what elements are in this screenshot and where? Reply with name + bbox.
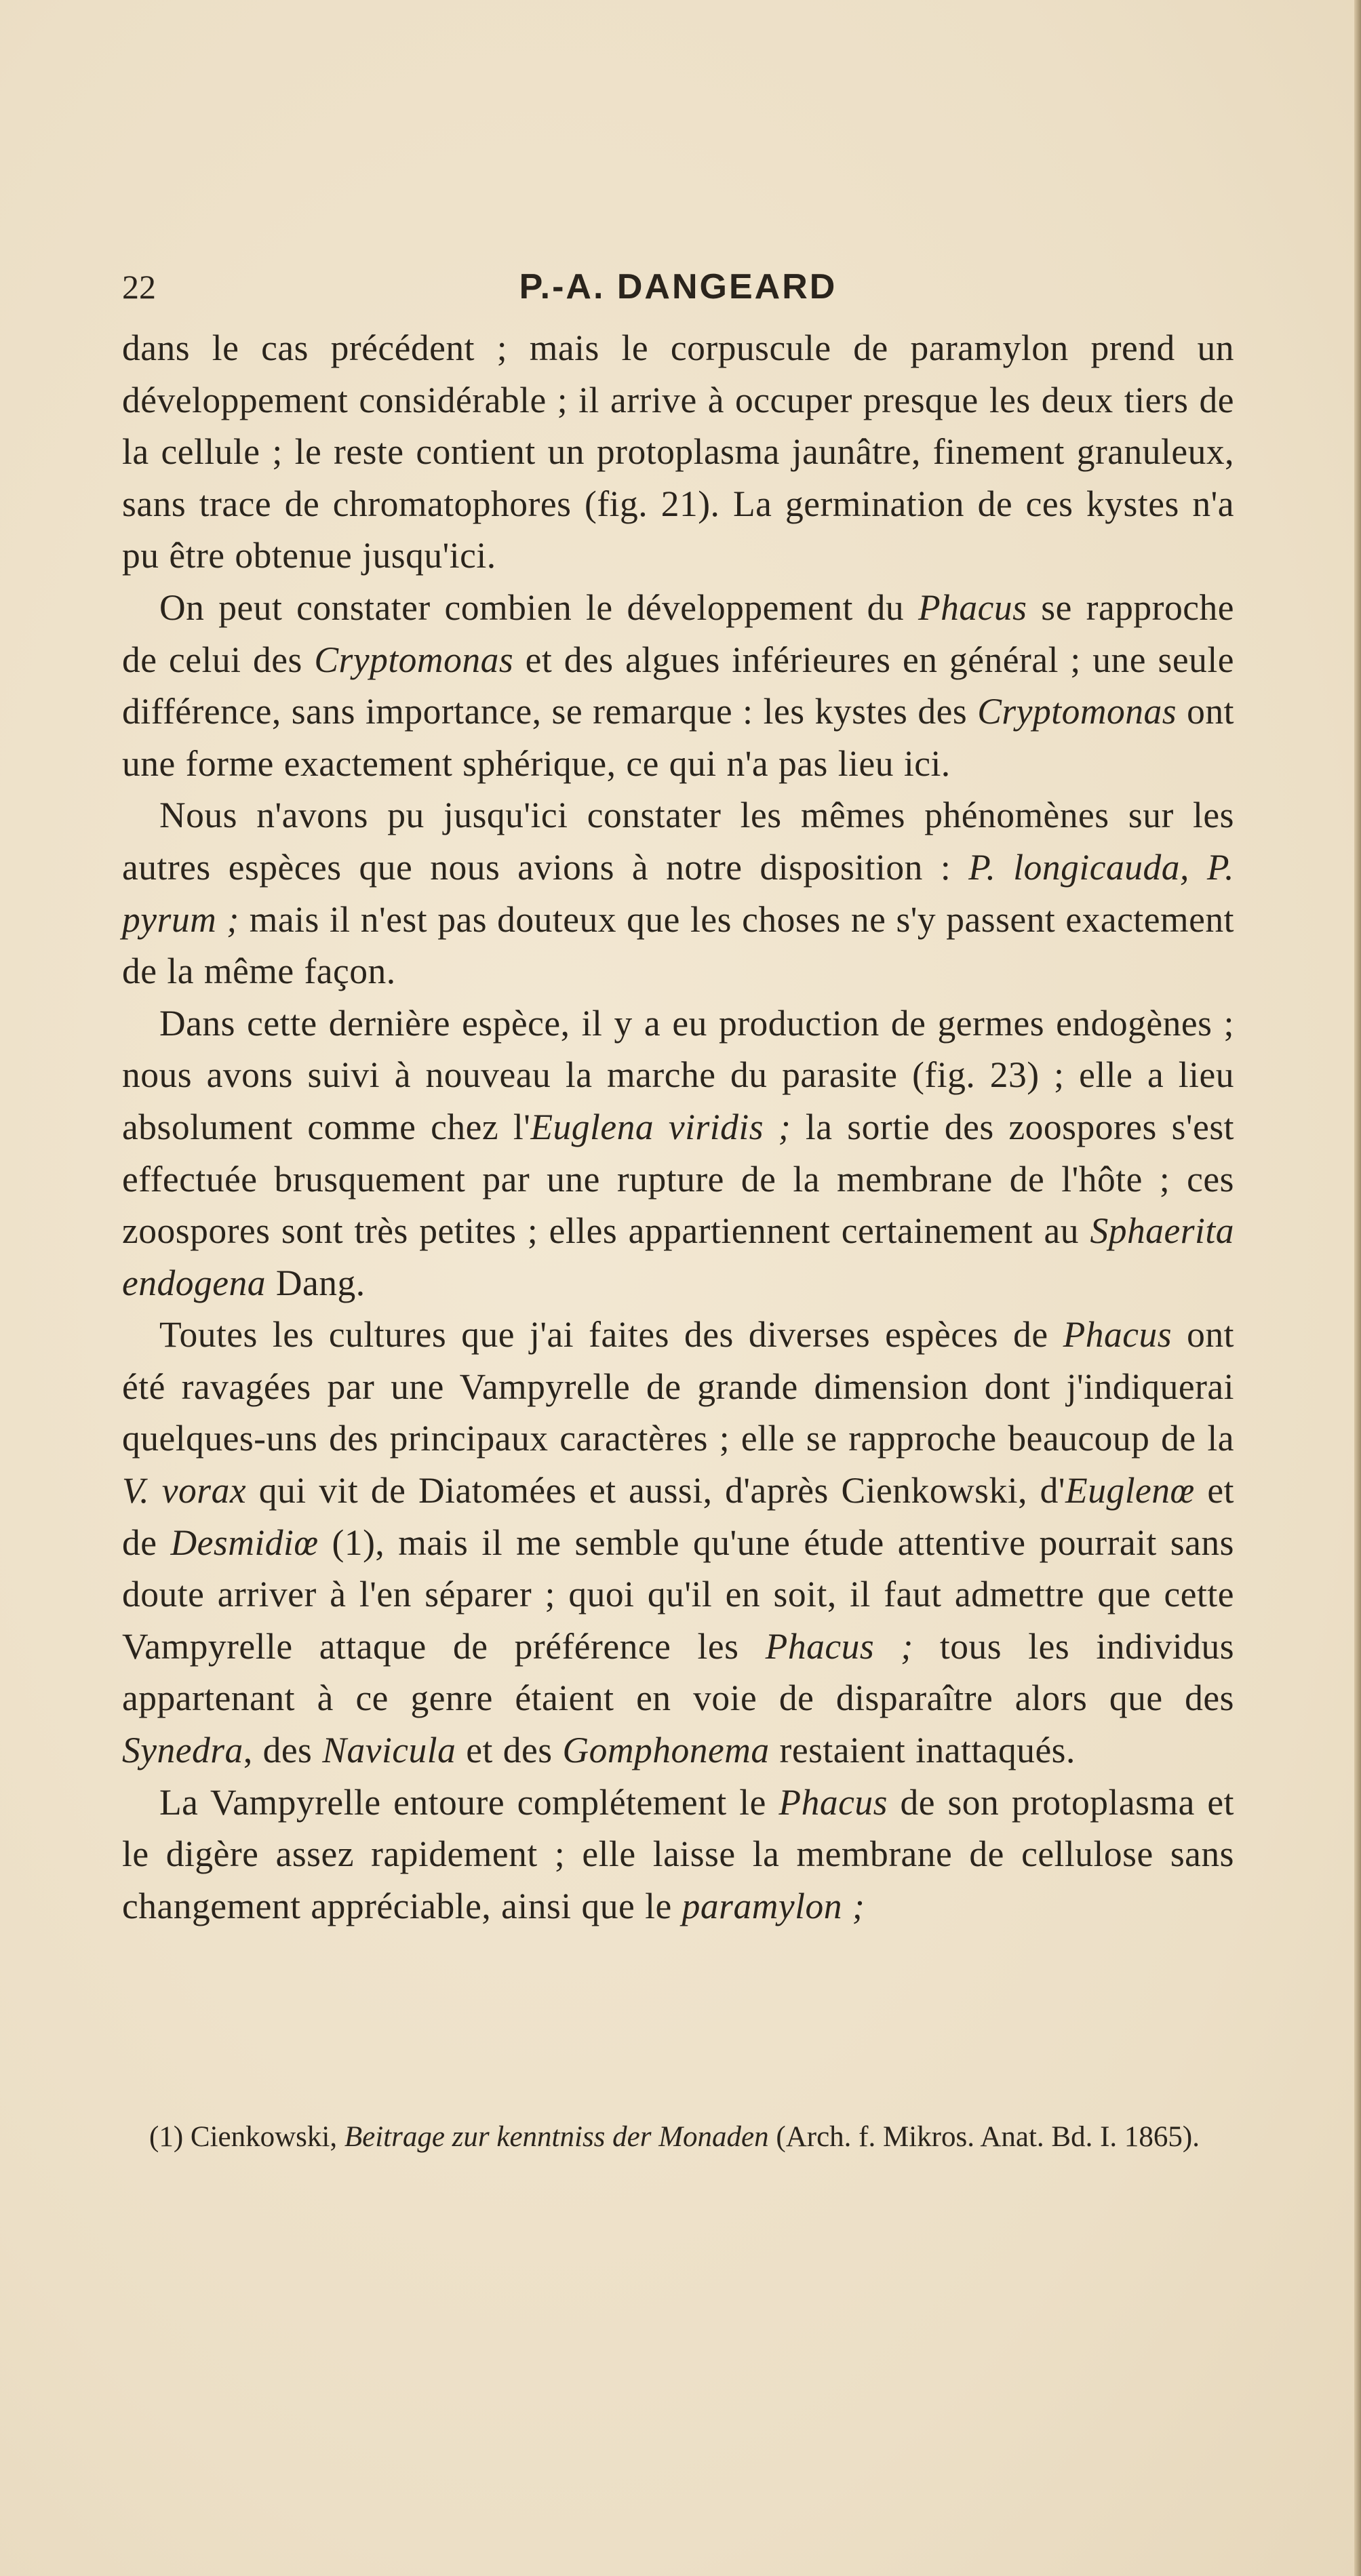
text-run: ont été ravagées par une Vampyrelle de grande dimension dont j'indiquerai quelques-uns des principaux caractères ; elle se rapproche beaucoup de la bbox=[122, 1314, 1234, 1459]
paragraph bbox=[122, 789, 1234, 997]
text-run: La Vampyrelle entoure complétement le bbox=[159, 1781, 779, 1823]
body-text bbox=[122, 322, 1234, 1932]
italic-text: Navicula bbox=[322, 1730, 456, 1771]
italic-text: Cryptomonas bbox=[977, 691, 1177, 732]
italic-text: Beitrage zur kenntniss der Monaden bbox=[344, 2121, 769, 2153]
text-run: se rapproche de celui des bbox=[122, 587, 1234, 680]
italic-text: Euglena viridis ; bbox=[530, 1106, 791, 1147]
italic-text: Sphaerita endogena bbox=[122, 1210, 1234, 1303]
page-header bbox=[122, 263, 1234, 311]
paragraph bbox=[122, 997, 1234, 1309]
page-number: 22 bbox=[122, 268, 156, 306]
text-run: On peut constater combien le développement du bbox=[159, 587, 918, 628]
text-run: ont une forme exactement sphérique, ce qui n'a pas lieu ici. bbox=[122, 691, 1234, 784]
footnote bbox=[122, 2121, 1234, 2154]
text-run: , des bbox=[243, 1730, 323, 1771]
italic-text: Phacus bbox=[778, 1781, 888, 1823]
italic-text: Euglenœ bbox=[1065, 1470, 1195, 1511]
italic-text: paramylon ; bbox=[682, 1885, 865, 1926]
text-run: de son protoplasma et le digère assez rapidement ; elle laisse la membrane de cellulose sans changement appréciable, ainsi que le bbox=[122, 1781, 1234, 1926]
text-run: la sortie des zoospores s'est effectuée brusquement par une rupture de la membrane de l'hôte ; ces zoospores sont très petites ; elles appartiennent certainement au bbox=[122, 1106, 1234, 1252]
page-edge bbox=[1354, 0, 1361, 2576]
text-run: Dang. bbox=[266, 1262, 366, 1303]
italic-text: Phacus bbox=[1063, 1314, 1172, 1355]
italic-text: Synedra bbox=[122, 1730, 243, 1771]
italic-text: Gomphonema bbox=[562, 1730, 770, 1771]
text-run: (1), mais il me semble qu'une étude attentive pourrait sans doute arriver à l'en séparer ; quoi qu'il en soit, il faut admettre que cette Vampyrelle attaque de préférence les bbox=[122, 1522, 1234, 1667]
italic-text: Phacus ; bbox=[765, 1625, 913, 1667]
italic-text: V. vorax bbox=[122, 1470, 247, 1511]
paragraph bbox=[122, 1309, 1234, 1776]
italic-text: Phacus bbox=[918, 587, 1027, 628]
text-run: et des algues inférieures en général ; une seule différence, sans importance, se remarque : les kystes des bbox=[122, 639, 1234, 732]
text-run: Nous n'avons pu jusqu'ici constater les mêmes phénomènes sur les autres espèces que nous avions à notre disposition : bbox=[122, 795, 1234, 888]
text-run: dans le cas précédent ; mais le corpuscule de paramylon prend un développement considérable ; il arrive à occuper presque les deux tiers de la cellule ; le reste contient un protoplasma jaunâtre, finement granuleux, sans trace de chromatophores (fig. 21). La germination de ces kystes n'a pu être obtenue jusqu'ici. bbox=[122, 328, 1234, 576]
text-run: qui vit de Diatomées et aussi, d'après Cienkowski, d' bbox=[246, 1470, 1066, 1511]
text-run: et de bbox=[122, 1470, 1234, 1563]
text-run: Dans cette dernière espèce, il y a eu production de germes endogènes ; nous avons suivi à nouveau la marche du parasite (fig. 23) ; elle a lieu absolument comme chez l' bbox=[122, 1002, 1234, 1147]
running-head: P.-A. DANGEARD bbox=[519, 267, 837, 306]
text-run: et des bbox=[456, 1730, 563, 1771]
text-run: mais il n'est pas douteux que les choses ne s'y passent exactement de la même façon. bbox=[122, 898, 1234, 992]
paragraph bbox=[122, 1777, 1234, 1933]
text-run: (1) Cienkowski, bbox=[149, 2121, 344, 2153]
text-run: Toutes les cultures que j'ai faites des diverses espèces de bbox=[159, 1314, 1063, 1355]
text-run: restaient inattaqués. bbox=[769, 1730, 1076, 1771]
italic-text: Cryptomonas bbox=[314, 639, 514, 680]
paragraph bbox=[122, 322, 1234, 582]
text-run: tous les individus appartenant à ce genre étaient en voie de disparaître alors que des bbox=[122, 1625, 1235, 1719]
text-run: (Arch. f. Mikros. Anat. Bd. I. 1865). bbox=[768, 2121, 1200, 2153]
italic-text: Desmidiœ bbox=[170, 1522, 319, 1563]
paragraph bbox=[122, 582, 1234, 789]
italic-text: P. longicauda, P. pyrum ; bbox=[122, 846, 1234, 940]
